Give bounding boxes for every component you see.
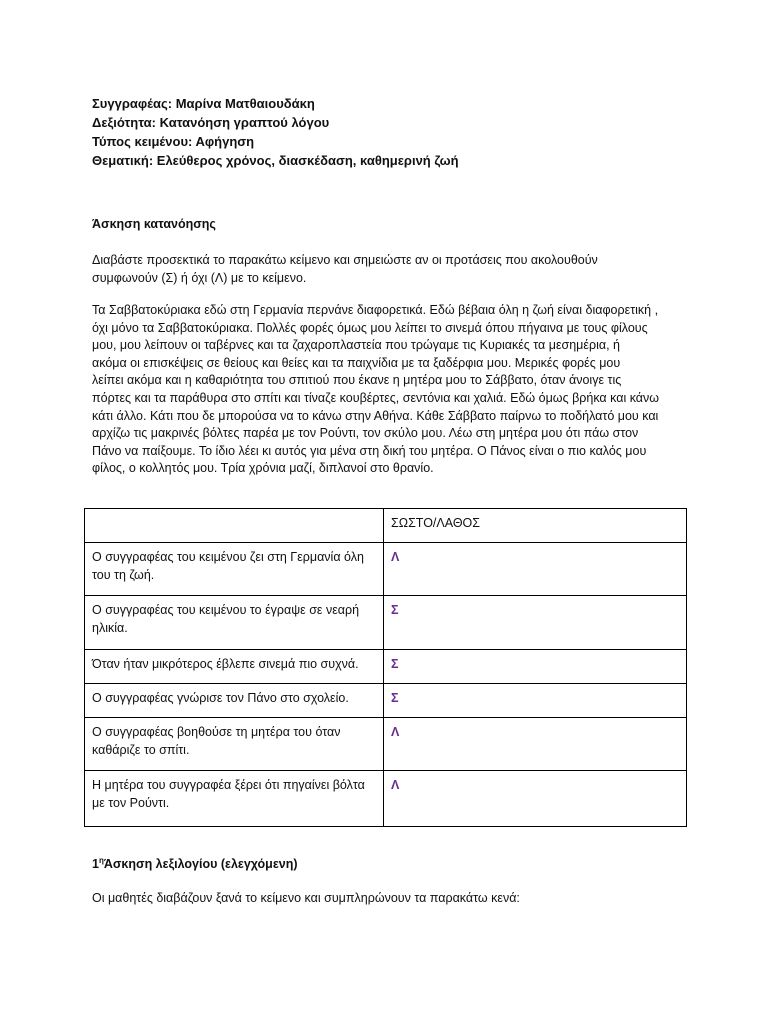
statement-cell <box>85 650 384 684</box>
table-row <box>85 543 687 596</box>
statement-cell <box>85 771 384 827</box>
table-row <box>85 771 687 827</box>
passage-line: μου, μου λείπουν οι ταβέρνες και τα ζαχαροπλαστεία που τρώγαμε τις Κυριακές τα μεσημέρια, ή <box>92 338 620 353</box>
table-row <box>85 596 687 650</box>
answer-mark: Λ <box>391 550 400 564</box>
statement-line: του τη ζωή. <box>92 568 155 582</box>
statement-line: Ο συγγραφέας του κειμένου ζει στη Γερμανία όλη <box>92 550 364 564</box>
exercise1-title: Άσκηση κατανόησης <box>92 217 216 231</box>
answer-cell[interactable] <box>384 596 687 650</box>
statement-line: ηλικία. <box>92 621 128 635</box>
statement-line: με τον Ρούντι. <box>92 796 170 810</box>
skill-line: Δεξιότητα: Κατανόηση γραπτού λόγου <box>92 115 330 130</box>
statement-cell <box>85 596 384 650</box>
answer-cell[interactable] <box>384 543 687 596</box>
instruction-line: συμφωνούν (Σ) ή όχι (Λ) με το κείμενο. <box>92 270 307 285</box>
statement-cell <box>85 718 384 771</box>
passage-line: ακόμα οι επισκέψεις σε θείους και θείες και τα παιχνίδια με τα ξαδέρφια μου. Μερικές φορές μου <box>92 355 621 370</box>
answer-cell[interactable] <box>384 771 687 827</box>
statement-cell <box>85 543 384 596</box>
answer-mark: Σ <box>391 691 399 705</box>
statement-line: Ο συγγραφέας γνώρισε τον Πάνο στο σχολείο. <box>92 691 349 705</box>
theme-line: Θεματική: Ελεύθερος χρόνος, διασκέδαση, καθημερινή ζωή <box>92 153 459 168</box>
exercise2-number: 1 <box>92 857 99 871</box>
exercise2-instructions: Οι μαθητές διαβάζουν ξανά το κείμενο και συμπληρώνουν τα παρακάτω κενά: <box>92 891 520 905</box>
header-statement-cell <box>85 509 384 543</box>
answer-mark: Σ <box>391 603 399 617</box>
table-header-row <box>85 509 687 543</box>
answer-mark: Σ <box>391 657 399 671</box>
answer-mark: Λ <box>391 778 400 792</box>
statement-line: Η μητέρα του συγγραφέα ξέρει ότι πηγαίνει βόλτα <box>92 778 365 792</box>
passage-line: Τα Σαββατοκύριακα εδώ στη Γερμανία περνάνε διαφορετικά. Εδώ βέβαια όλη η ζωή είναι διαφορετική , <box>92 303 659 317</box>
passage-line: αρχίζω τις μακρινές βόλτες παρέα με τον Ρούντι, τον σκύλο μου. Λέω στη μητέρα μου ότι πάω στον <box>92 426 639 441</box>
table-row <box>85 650 687 684</box>
answer-cell[interactable] <box>384 684 687 718</box>
passage-line: λείπει ακόμα και η καθαριότητα του σπιτιού που έκανε η μητέρα μου το Σάββατο, όταν άνοιγε τις <box>92 373 622 388</box>
passage-line: πόρτες και τα παράθυρα στο σπίτι και τίναζε κουβέρτες, σεντόνια και χαλιά. Εδώ όμως βρήκα και κάνω <box>92 390 660 405</box>
statement-line: Όταν ήταν μικρότερος έβλεπε σινεμά πιο συχνά. <box>92 657 359 671</box>
author-line: Συγγραφέας: Μαρίνα Ματθαιουδάκη <box>92 96 315 111</box>
text-type-line: Τύπος κειμένου: Αφήγηση <box>92 134 255 149</box>
exercise2-title-text: Άσκηση λεξιλογίου (ελεγχόμενη) <box>103 857 298 871</box>
reading-passage <box>92 302 674 478</box>
instruction-line: Διαβάστε προσεκτικά το παρακάτω κείμενο και σημειώστε αν οι προτάσεις που ακολουθούν <box>92 253 598 267</box>
exercise2-title <box>92 856 298 874</box>
statement-line: καθάριζε το σπίτι. <box>92 743 190 757</box>
statement-line: Ο συγγραφέας του κειμένου το έγραψε σε νεαρή <box>92 603 360 617</box>
passage-line: όχι μόνο τα Σαββατοκύριακα. Πολλές φορές όμως μου λείπει το σινεμά όπου πήγαινα με τους φίλους <box>92 320 648 335</box>
answer-cell[interactable] <box>384 718 687 771</box>
header-answer-cell: ΣΩΣΤΟ/ΛΑΘΟΣ <box>384 509 687 543</box>
statement-cell <box>85 684 384 718</box>
exercise1-instructions <box>92 252 674 287</box>
true-false-table <box>84 508 687 827</box>
passage-line: Πάνο να παίξουμε. Το ίδιο λέει κι αυτός για μένα στη δική του μητέρα. Ο Πάνος είναι ο πιο καλός μου <box>92 443 647 458</box>
passage-line: φίλος, ο κολλητός μου. Τρία χρόνια μαζί, διπλανοί στο θρανίο. <box>92 461 434 476</box>
passage-line: κάτι άλλο. Κάτι που δε μπορούσα να το κάνω στην Αθήνα. Κάθε Σάββατο παίρνω το ποδήλατό μου και <box>92 408 659 423</box>
table-row <box>85 718 687 771</box>
table-row <box>85 684 687 718</box>
answer-mark: Λ <box>391 725 400 739</box>
statement-line: Ο συγγραφέας βοηθούσε τη μητέρα του όταν <box>92 725 341 739</box>
exercise2-ordinal: η <box>98 855 104 865</box>
answer-cell[interactable] <box>384 650 687 684</box>
